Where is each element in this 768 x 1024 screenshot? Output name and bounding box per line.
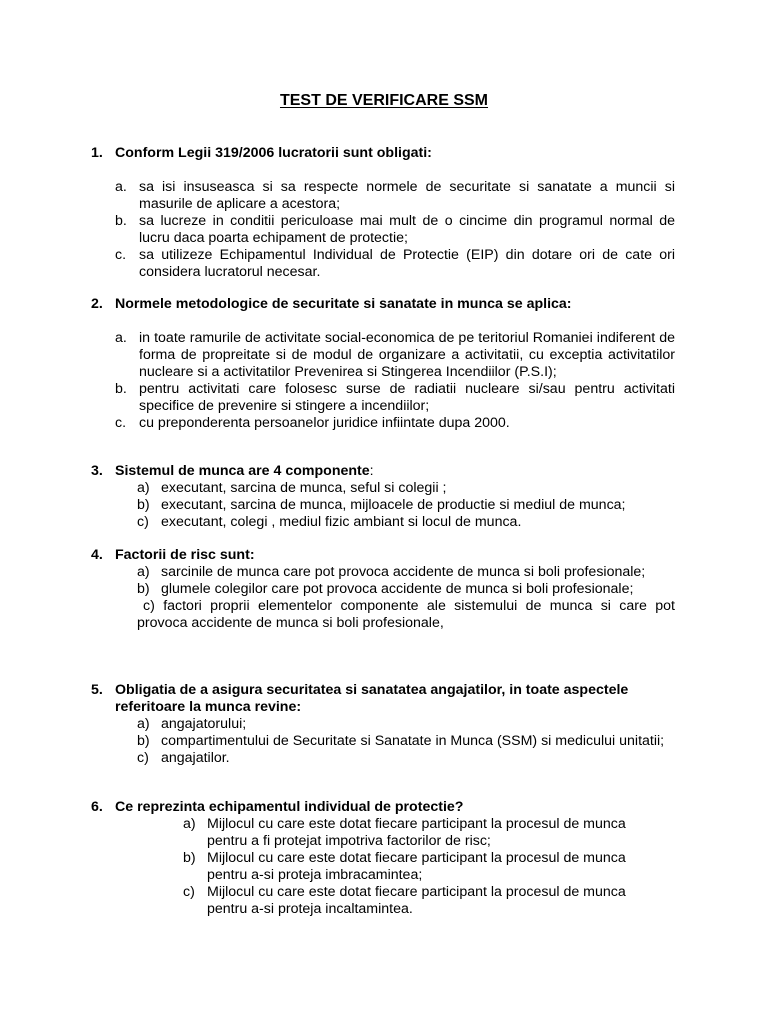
question-1	[0, 145, 768, 281]
option-text: sa lucreze in conditii periculoase mai mult de o cincime din programul normal de lucru daca poarta echipament de protectie;	[139, 213, 675, 246]
option-b	[183, 850, 667, 884]
option-letter: c.	[115, 247, 127, 263]
question-number: 4.	[91, 547, 103, 563]
question-text: Normele metodologice de securitate si sanatate in munca se aplica:	[115, 296, 572, 312]
option-letter: c)	[137, 750, 149, 766]
option-text: Mijlocul cu care este dotat fiecare participant la procesul de munca pentru a fi protejat impotriva factorilor de risc;	[207, 816, 626, 849]
option-text: executant, colegi , mediul fizic ambiant si locul de munca.	[161, 514, 522, 530]
option-c	[115, 415, 675, 432]
question-number: 1.	[91, 145, 103, 161]
option-c	[137, 514, 675, 531]
option-b	[137, 581, 675, 598]
option-list	[0, 564, 768, 632]
option-a	[137, 564, 675, 581]
option-a	[115, 330, 675, 381]
option-c	[137, 750, 675, 767]
option-letter: c)	[137, 514, 149, 530]
option-text: sarcinile de munca care pot provoca accidente de munca si boli profesionale;	[161, 564, 646, 580]
option-a	[137, 480, 675, 497]
question-5	[0, 682, 768, 767]
option-text: in toate ramurile de activitate social-economica de pe teritoriul Romaniei indiferent de forma de propreitate si de modul de organizare a activitatii, cu exceptia activitatilor nucleare si a activitatilor Prevenirea si Stingerea Incendiilor (P.S.I);	[139, 330, 675, 380]
option-c	[137, 598, 675, 632]
question-text: Obligatia de a asigura securitatea si sanatatea angajatilor, in toate aspectele referitoare la munca revine:	[115, 682, 629, 715]
option-letter: a)	[183, 816, 196, 832]
option-text: sa utilizeze Echipamentul Individual de Protectie (EIP) din dotare ori de cate ori considera lucratorul necesar.	[139, 247, 675, 280]
option-b	[137, 497, 675, 514]
option-a	[115, 179, 675, 213]
option-letter: b)	[183, 850, 196, 866]
option-letter: b)	[137, 497, 150, 513]
option-b	[115, 213, 675, 247]
option-c	[183, 884, 667, 918]
question-header	[0, 296, 768, 313]
option-list	[0, 330, 768, 432]
option-letter: b.	[115, 381, 127, 397]
option-text: executant, sarcina de munca, mijloacele de productie si mediul de munca;	[161, 497, 626, 513]
question-2	[0, 296, 768, 432]
option-text: compartimentului de Securitate si Sanatate in Munca (SSM) si medicului unitatii;	[161, 733, 665, 749]
option-text: pentru activitati care folosesc surse de radiatii nucleare si/sau pentru activitati specifice de prevenire si stingere a incendiilor;	[139, 381, 675, 414]
question-header	[0, 145, 768, 162]
option-letter: a.	[115, 179, 127, 195]
option-list	[0, 716, 768, 767]
option-text: angajatilor.	[161, 750, 230, 766]
option-list	[0, 480, 768, 531]
question-3	[0, 463, 768, 531]
option-list	[0, 179, 768, 281]
question-text: Factorii de risc sunt:	[115, 547, 255, 563]
question-number: 6.	[91, 799, 103, 815]
page-title: TEST DE VERIFICARE SSM	[279, 92, 489, 109]
option-letter: c.	[115, 415, 127, 431]
option-text: factori proprii elementelor componente ale sistemului de munca si care pot provoca accidente de munca si boli profesionale,	[137, 598, 675, 631]
option-a	[183, 816, 667, 850]
question-number: 2.	[91, 296, 103, 312]
option-text: Mijlocul cu care este dotat fiecare participant la procesul de munca pentru a-si proteja incaltamintea.	[207, 884, 626, 917]
question-text-suffix: :	[369, 463, 374, 479]
question-header	[0, 463, 768, 480]
question-number: 5.	[91, 682, 103, 698]
question-header	[0, 799, 768, 816]
question-header	[0, 547, 768, 564]
question-text: Conform Legii 319/2006 lucratorii sunt obligati:	[115, 145, 432, 161]
option-a	[137, 716, 675, 733]
question-6	[0, 799, 768, 918]
option-letter: b)	[137, 581, 150, 597]
option-c	[115, 247, 675, 281]
option-letter: c)	[143, 598, 155, 614]
option-text: cu preponderenta persoanelor juridice infiintate dupa 2000.	[139, 415, 510, 431]
question-number: 3.	[91, 463, 103, 479]
question-4	[0, 547, 768, 632]
option-text: sa isi insuseasca si sa respecte normele de securitate si sanatate a muncii si masurile de aplicare a acestora;	[139, 179, 675, 212]
option-letter: a)	[137, 564, 150, 580]
option-b	[115, 381, 675, 415]
question-text-wrap	[115, 463, 675, 480]
option-letter: a.	[115, 330, 127, 346]
option-text: Mijlocul cu care este dotat fiecare participant la procesul de munca pentru a-si proteja imbracamintea;	[207, 850, 626, 883]
option-text: executant, sarcina de munca, seful si colegii ;	[161, 480, 447, 496]
option-list	[0, 816, 768, 918]
option-letter: a)	[137, 716, 150, 732]
option-letter: c)	[183, 884, 195, 900]
option-text: angajatorului;	[161, 716, 247, 732]
question-header	[0, 682, 768, 716]
question-text: Ce reprezinta echipamentul individual de protectie?	[115, 799, 464, 815]
option-text: glumele colegilor care pot provoca accidente de munca si boli profesionale;	[161, 581, 634, 597]
option-letter: b.	[115, 213, 127, 229]
question-text: Sistemul de munca are 4 componente	[115, 463, 370, 479]
option-b	[137, 733, 675, 750]
option-letter: b)	[137, 733, 150, 749]
option-letter: a)	[137, 480, 150, 496]
